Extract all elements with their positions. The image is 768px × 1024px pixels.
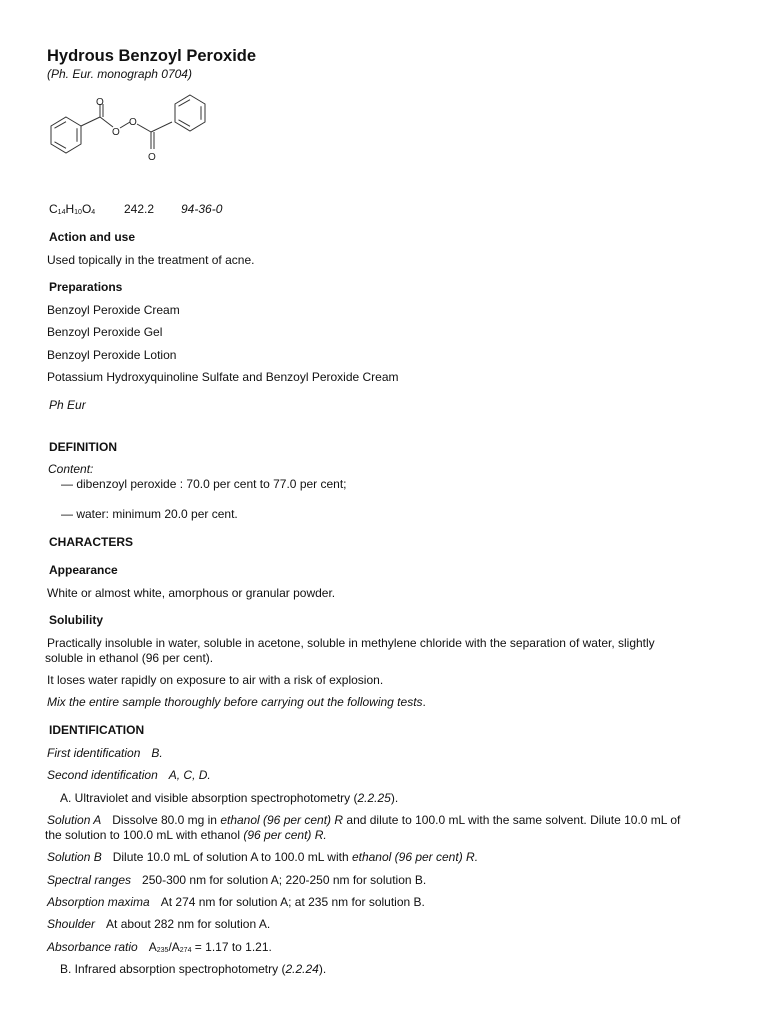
content-item: — dibenzoyl peroxide : 70.0 per cent to 77.0 per cent; (61, 477, 347, 491)
solution-a-line: Solution A Dissolve 80.0 mg in ethanol (96 per cent) R and dilute to 100.0 mL with the same solvent. Dilute 10.0 mL of (47, 813, 681, 827)
solution-b-line: Solution B Dilute 10.0 mL of solution A to 100.0 mL with ethanol (96 per cent) R. (47, 850, 479, 864)
preparation-item: Benzoyl Peroxide Cream (47, 303, 180, 317)
cas-number: 94-36-0 (181, 202, 223, 216)
preparations-heading: Preparations (49, 280, 123, 294)
content-item: — water: minimum 20.0 per cent. (61, 507, 238, 521)
monograph-reference: (Ph. Eur. monograph 0704) (47, 67, 192, 81)
absorbance-ratio-line: Absorbance ratio $A_{235}/A_{274} = 1.17$ to 1.21. (47, 940, 272, 954)
spectral-ranges-line: Spectral ranges 250-300 nm for solution A; 220-250 nm for solution B. (47, 873, 427, 887)
peroxide-oxygen-label-1: O (112, 127, 120, 138)
preparation-item: Potassium Hydroxyquinoline Sulfate and Benzoyl Peroxide Cream (47, 370, 399, 384)
solubility-text-line: Practically insoluble in water, soluble in acetone, soluble in methylene chloride with the separation of water, slightly (47, 636, 655, 650)
solution-a-line: the solution to 100.0 mL with ethanol (96 per cent) R. (45, 828, 327, 842)
content-label: Content: (48, 462, 94, 476)
carbonyl-oxygen-label-2: O (148, 152, 156, 163)
solubility-text-line: soluble in ethanol (96 per cent). (45, 651, 214, 665)
definition-heading: DEFINITION (49, 440, 117, 454)
shoulder-line: Shoulder At about 282 nm for solution A. (47, 917, 271, 931)
characters-heading: CHARACTERS (49, 535, 133, 549)
molecular-weight: 242.2 (124, 202, 155, 216)
action-text: Used topically in the treatment of acne. (47, 253, 255, 267)
identification-heading: IDENTIFICATION (49, 723, 145, 737)
appearance-text: White or almost white, amorphous or granular powder. (47, 586, 336, 600)
solubility-heading: Solubility (49, 613, 103, 627)
peroxide-oxygen-label-2: O (129, 117, 137, 128)
sampling-instruction: Mix the entire sample thoroughly before carrying out the following tests. (47, 695, 426, 709)
ph-eur-marker: Ph Eur (49, 398, 86, 412)
page-title: Hydrous Benzoyl Peroxide (47, 47, 257, 65)
stability-note: It loses water rapidly on exposure to air with a risk of explosion. (47, 673, 384, 687)
uv-test-heading: A. Ultraviolet and visible absorption spectrophotometry (2.2.25). (60, 791, 399, 805)
second-identification: Second identification A, C, D. (47, 768, 211, 782)
preparation-item: Benzoyl Peroxide Lotion (47, 348, 177, 362)
first-identification: First identification B. (47, 746, 163, 760)
action-heading: Action and use (49, 230, 136, 244)
absorption-maxima-line: Absorption maxima At 274 nm for solution A; at 235 nm for solution B. (47, 895, 425, 909)
chemical-structure-diagram (40, 92, 215, 172)
preparation-item: Benzoyl Peroxide Gel (47, 325, 163, 339)
carbonyl-oxygen-label-1: O (96, 97, 104, 108)
ir-test-heading: B. Infrared absorption spectrophotometry (2.2.24). (60, 962, 327, 976)
molecular-formula: $C_{14}H_{10}O_4$ (49, 202, 96, 216)
appearance-heading: Appearance (49, 563, 118, 577)
